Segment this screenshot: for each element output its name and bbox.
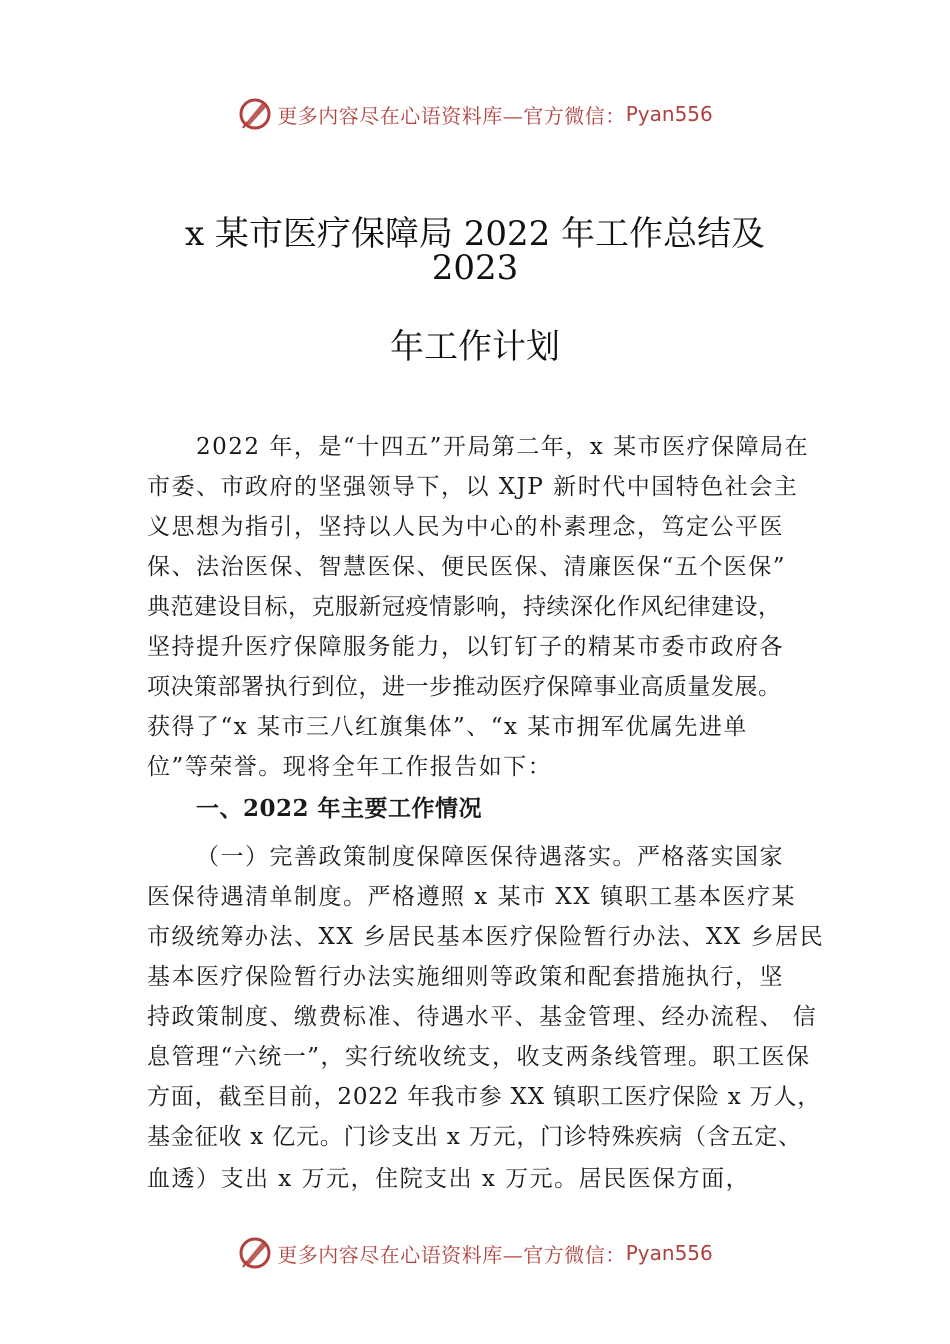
body-line: （一）完善政策制度保障医保待遇落实。严格落实国家 — [196, 844, 784, 870]
body-line: 方面，截至目前，2022 年我市参 XX 镇职工医疗保险 x 万人， — [147, 1084, 822, 1110]
body-line: 项决策部署执行到位，进一步推动医疗保障事业高质量发展。 — [147, 674, 782, 700]
body-line: 义思想为指引，坚持以人民为中心的朴素理念，笃定公平医 — [147, 514, 784, 540]
body-line: 2022 年，是“十四五”开局第二年，x 某市医疗保障局在 — [196, 434, 810, 460]
body-line: 典范建设目标，克服新冠疫情影响，持续深化作风纪律建设， — [147, 594, 782, 620]
footer-watermark-banner — [0, 1231, 950, 1275]
title-line-2: 2023 — [431, 248, 519, 288]
banner-text: 更多内容尽在心语资料库—官方微信： — [277, 1242, 626, 1267]
title-line-1: x 某市医疗保障局 2022 年工作总结及 — [184, 214, 766, 254]
body-line: 位”等荣誉。现将全年工作报告如下： — [147, 754, 553, 780]
banner-account: Pyan556 — [625, 1241, 713, 1265]
body-line: 坚持提升医疗保障服务能力，以钉钉子的精某市委市政府各 — [147, 634, 784, 660]
banner-account: Pyan556 — [625, 102, 713, 126]
body-line: 血透）支出 x 万元，住院支出 x 万元。居民医保方面， — [147, 1166, 751, 1192]
quill-pen-logo-icon — [237, 1235, 273, 1271]
body-line: 市级统筹办法、XX 乡居民基本医疗保险暂行办法、XX 乡居民 — [147, 924, 825, 950]
body-line: 医保待遇清单制度。严格遵照 x 某市 XX 镇职工基本医疗某 — [147, 884, 796, 910]
title-line-3: 年工作计划 — [390, 327, 560, 367]
quill-pen-logo-icon — [237, 96, 273, 132]
body-line: 基本医疗保险暂行办法实施细则等政策和配套措施执行，坚 — [147, 964, 784, 990]
banner-text: 更多内容尽在心语资料库—官方微信： — [277, 103, 626, 128]
body-line: 保、法治医保、智慧医保、便民医保、清廉医保“五个医保” — [147, 554, 787, 580]
body-line: 持政策制度、缴费标准、待遇水平、基金管理、经办流程、 信 — [147, 1004, 818, 1030]
body-line: 息管理“六统一”，实行统收统支，收支两条线管理。职工医保 — [147, 1044, 811, 1070]
body-line: 市委、市政府的坚强领导下，以 XJP 新时代中国特色社会主 — [147, 474, 799, 500]
section-heading: 一、2022 年主要工作情况 — [196, 795, 483, 822]
body-line: 基金征收 x 亿元。门诊支出 x 万元，门诊特殊疾病（含五定、 — [147, 1124, 802, 1150]
body-line: 获得了“x 某市三八红旗集体”、“x 某市拥军优属先进单 — [147, 714, 748, 740]
header-watermark-banner — [0, 92, 950, 136]
